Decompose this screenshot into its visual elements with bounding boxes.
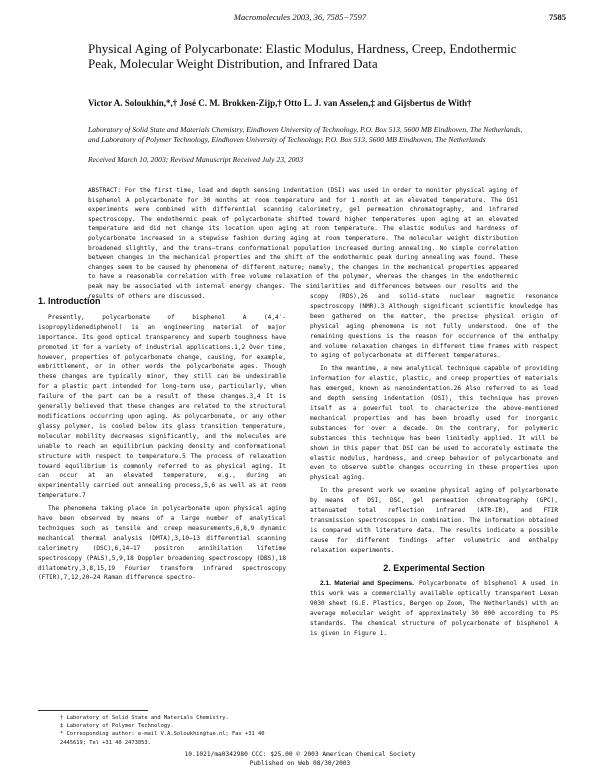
- page-number: 7585: [549, 12, 566, 22]
- publication-date: Published on Web 08/30/2003: [249, 760, 351, 767]
- journal-citation: Macromolecules 2003, 36, 7585−7597: [233, 12, 367, 22]
- abstract-text: For the first time, load and depth sensing indentation (DSI) was used in order to monitor physical aging of bisphenol A polycarbonate for 30 months at room temperature and for 1 month at an elevated temperature. The DSI experiments were combined with differential scanning calorimetry, gel permeation chromatography, and infrared spectroscopy. The endothermic peak of polycarbonate shifted toward higher temperatures upon aging at an elevated temperature and did not change its location upon aging at room temperature. The elastic modulus and hardness of polycarbonate increased in a stepwise fashion during aging at room temperature. The molecular weight distribution broadened slightly, and the trans−trans conformational population increased during annealing. No simple correlation between changes in the mechanical properties and the shift of the endothermic peak during annealing was found. These changes seem to be caused by phenomena of different nature; namely, the changes in the mechanical properties appeared to have a reasonable correlation with free volume relaxation of the polymer, whereas the changes in the endothermic peak may be associated with internal energy changes. The similarities and differences between our results and the results of others are discussed.: [88, 187, 519, 300]
- doi-copyright: 10.1021/ma0342980 CCC: $25.00 © 2003 American Chemical Society: [184, 751, 416, 758]
- left-column: [38, 292, 286, 583]
- running-head: [0, 12, 600, 24]
- section-heading-introduction: 1. Introduction: [38, 296, 101, 306]
- right-column: [310, 292, 558, 639]
- subsection-heading: 2.1. Material and Specimens.: [320, 580, 414, 588]
- article-title: Physical Aging of Polycarbonate: Elastic Modulus, Hardness, Creep, Endothermic Peak, Molecular Weight Distribution, and Infrared Data: [88, 41, 517, 71]
- received-dates: Received March 10, 2003; Revised Manuscript Received July 23, 2003: [88, 155, 304, 164]
- author-list: Victor A. Soloukhin,*,† José C. M. Brokken-Zijp,† Otto L. J. van Asselen,‡ and Gijsbertus de With†: [88, 98, 472, 108]
- intro-paragraph-3: scopy (RDS),26 and solid-state nuclear magnetic resonance spectroscopy (NMR).3 Although significant scientific knowledge has been gathered on the matter, the precise physical origin of physical aging phenomena is not fully understood. One of the remaining questions is the reason for occurrence of the enthalpy and volume relaxation changes in different time frames with respect to aging of polycarbonate at different temperatures.: [310, 293, 558, 360]
- intro-paragraph-5: In the present work we examine physical aging of polycarbonate by means of DSI, DSC, gel permeation chromatography (GPC), attenuated total reflection infrared (ATR-IR), and FTIR transmission spectroscopes in combination. The information obtained is compared with literature data. The results indicate a possible cause for different findings after volumetric and enthalpy relaxation experiments.: [310, 487, 558, 554]
- experimental-text: Polycarbonate of bisphenol A used in this work was a commercially available optically transparent Lexan 9030 sheet (G.E. Plastics, Bergen op Zoom, The Netherlands) with an average molecular weight of approximately 30 000 according to PS standards. The chemical structure of polycarbonate of bisphenol A is given in Figure 1.: [310, 580, 558, 637]
- footnotes: [60, 714, 286, 747]
- section-heading-experimental: 2. Experimental Section: [383, 562, 485, 573]
- affiliations: Laboratory of Solid State and Materials Chemistry, Eindhoven University of Technology, P.O. Box 513, 5600 MB Eindhoven, The Netherlands, and Laboratory of Polymer Technology, Eindhoven University of Technology, P.O. Box 513, 5600 MB Eindhoven, The Netherlands: [88, 125, 523, 144]
- footnote-double-dagger: ‡ Laboratory of Polymer Technology.: [60, 723, 174, 730]
- intro-paragraph-4: In the meantime, a new analytical technique capable of providing information for elastic, plastic, and creep properties of materials has emerged, known as nanoindentation.26 Also referred to as load and depth sensing indentation (DSI), this technique has proven itself as a powerful tool to characterize the above-mentioned mechanical properties and has been broadly used for inorganic substances for over a decade. On the contrary, for polymeric substances this technique has been limitedly applied. It will be shown in this paper that DSI can be used to accurately estimate the elastic modulus, hardness, and creep behavior of polycarbonate and even to observe subtle changes occurring in these properties upon physical aging.: [310, 365, 558, 482]
- abstract-label: ABSTRACT:: [88, 187, 122, 194]
- footnote-rule: [38, 710, 148, 711]
- footnote-dagger: † Laboratory of Solid State and Materials Chemistry.: [60, 715, 229, 721]
- abstract: [88, 186, 518, 301]
- experimental-paragraph: [310, 579, 558, 638]
- footnote-corresponding-author: * Corresponding author: e-mail V.A.Soloukhin@tue.nl; Fax +31 40 2445619; Tel +31 40 2473053.: [60, 731, 265, 746]
- publication-info: [120, 750, 480, 768]
- intro-paragraph-1: Presently, polycarbonate of bisphenol A (4,4′-isopropylidenediphenol) is an engineering material of major importance. Its good optical transparency and superb toughness have promoted it for a variety of industrial applications.1,2 Over time, however, properties of polycarbonate change, causing, for example, embrittlement, or in other words the polycarbonate ages. Though these changes are typically minor, they still can be undesirable for a plastic part intended for long-term use, particularly, when failure of the part can be a result of these changes.3,4 It is generally believed that these changes are related to the structural modifications occurring upon aging. As polycarbonate, or any other glassy polymer, is cooled below its glass transition temperature, molecular mobility decreases significantly, and the molecules are unable to reach an equilibrium packing density and conformational structure with respect to temperature.5 The process of relaxation toward equilibrium is commonly referred to as physical aging. It can occur at an elevated temperature, e.g., during an experimentally carried out annealing process,5,6 as well as at room temperature.7: [38, 313, 286, 500]
- intro-paragraph-2: The phenomena taking place in polycarbonate upon physical aging have been observed by means of a large number of analytical techniques such as tensile and creep measurements,6,8,9 dynamic mechanical thermal analysis (DMTA),3,10−13 differential scanning calorimetry (DSC),6,14−17 positron annihilation lifetime spectroscopy (PALS),5,9,18 Doppler broadening spectroscopy (DBS),18 dilatometry,3,8,15,19 Fourier transform infrared spectroscopy (FTIR),7,12,20−24 Raman difference spectro-: [38, 505, 286, 582]
